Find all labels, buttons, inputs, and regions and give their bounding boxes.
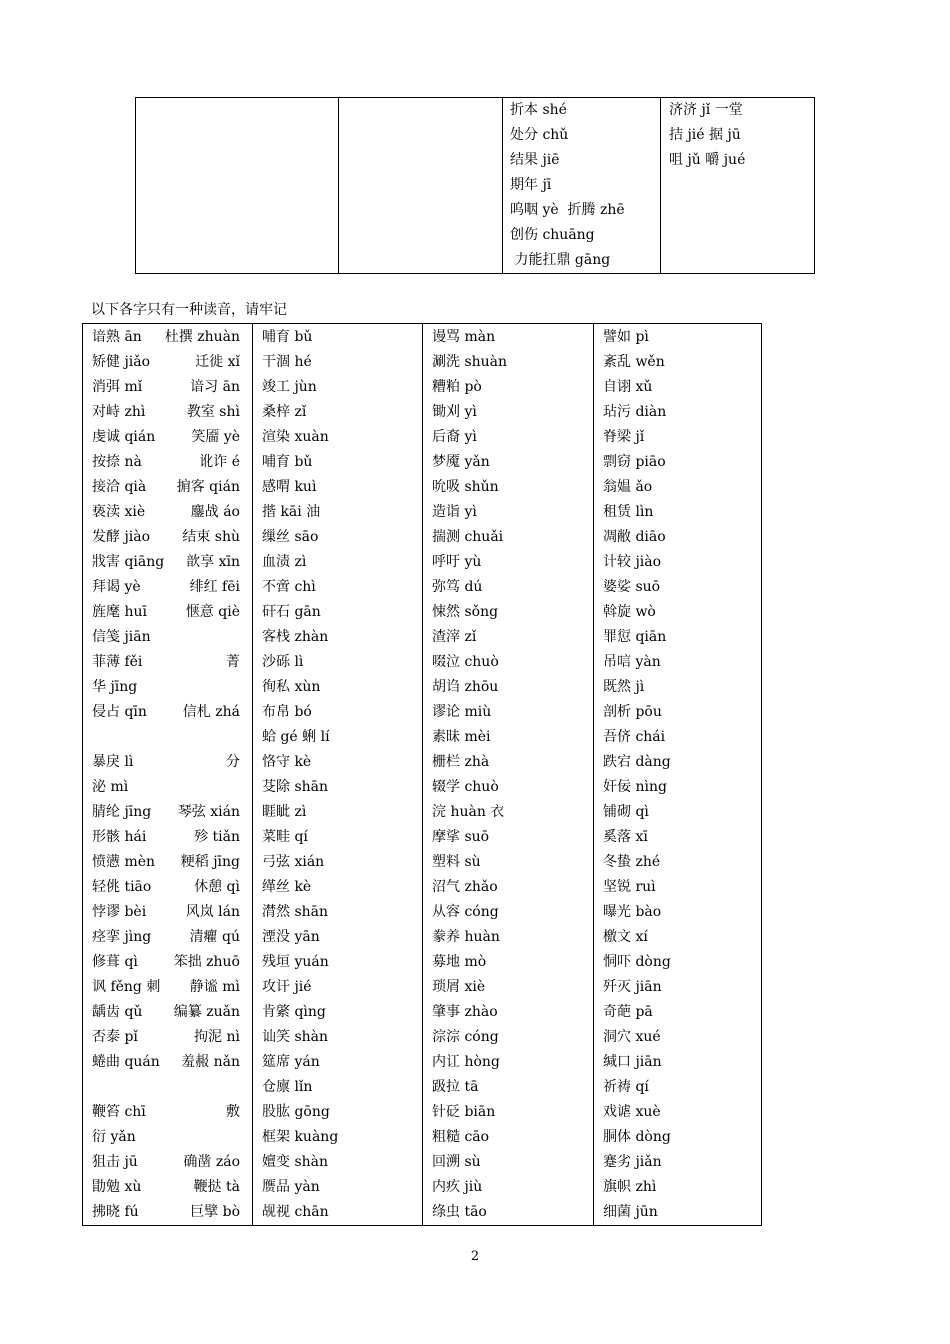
word-entry: 翁媪 ǎo xyxy=(603,479,653,495)
word-entry: 确凿 záo xyxy=(183,1154,240,1170)
word-entry: 形骸 hái xyxy=(92,829,147,845)
word-entry: 迁徙 xǐ xyxy=(195,354,240,370)
table-row xyxy=(83,825,252,850)
word-entry: 蜷曲 quán xyxy=(92,1054,160,1070)
word-entry: 梦魇 yǎn xyxy=(432,454,490,470)
word-entry: 按捺 nà xyxy=(92,454,142,470)
list-item: 期年 jī xyxy=(510,177,552,193)
word-entry: 譬如 pì xyxy=(603,329,649,345)
table-row xyxy=(83,1175,252,1200)
word-entry: 修葺 qì xyxy=(92,954,138,970)
word-entry: 自诩 xǔ xyxy=(603,379,653,395)
word-entry: 从容 cóng xyxy=(432,904,499,920)
word-entry: 造诣 yì xyxy=(432,504,477,520)
word-entry: 琴弦 xián xyxy=(177,804,240,820)
word-entry: 糟粕 pò xyxy=(432,379,482,395)
word-entry: 戏谑 xuè xyxy=(603,1104,661,1120)
word-entry: 狙击 jū xyxy=(92,1154,138,1170)
list-item: 处分 chǔ xyxy=(510,127,569,143)
table-row xyxy=(83,925,252,950)
word-entry: 弓弦 xián xyxy=(262,854,325,870)
table-row xyxy=(83,850,252,875)
table-row xyxy=(83,400,252,425)
word-entry: 缄口 jiān xyxy=(603,1054,662,1070)
word-entry: 笨拙 zhuō xyxy=(173,954,240,970)
word-entry: 消弭 mǐ xyxy=(92,379,143,395)
word-entry: 攻讦 jié xyxy=(262,979,312,995)
word-entry: 菜畦 qí xyxy=(262,829,308,845)
word-entry: 缫丝 sāo xyxy=(262,529,319,545)
word-entry: 教室 shì xyxy=(186,404,240,420)
word-entry: 谙熟 ān xyxy=(92,329,142,345)
word-entry: 悚然 sǒng xyxy=(432,604,499,620)
word-entry: 框架 kuàng xyxy=(262,1129,339,1145)
word-entry: 揩 kāi 油 xyxy=(262,504,321,520)
word-entry: 凋敝 diāo xyxy=(603,529,666,545)
table-row xyxy=(83,1200,252,1225)
word-entry: 吊唁 yàn xyxy=(603,654,661,670)
word-entry: 哺育 bǔ xyxy=(262,454,313,470)
word-entry: 歆享 xīn xyxy=(186,554,240,570)
word-entry: 募地 mò xyxy=(432,954,487,970)
word-entry: 锄刈 yì xyxy=(432,404,477,420)
table-row xyxy=(83,1025,252,1050)
word-entry: 拘泥 nì xyxy=(194,1029,240,1045)
table-column-1 xyxy=(83,324,253,1226)
word-entry: 讹诈 é xyxy=(199,454,240,470)
list-item: 咀 jǔ 嚼 jué xyxy=(669,152,746,168)
list-item: 折本 shé xyxy=(510,102,567,118)
word-entry: 亵渎 xiè xyxy=(92,504,146,520)
word-entry: 恪守 kè xyxy=(262,754,312,770)
word-entry: 掮客 qián xyxy=(176,479,240,495)
word-entry: 接洽 qià xyxy=(92,479,147,495)
word-entry: 粳稻 jīng xyxy=(180,854,240,870)
word-entry: 肇事 zhào xyxy=(432,1004,498,1020)
word-entry: 赝品 yàn xyxy=(262,1179,320,1195)
word-entry: 发酵 jiào xyxy=(92,529,151,545)
word-entry: 否泰 pǐ xyxy=(92,1029,138,1045)
word-entry: 回溯 sù xyxy=(432,1154,481,1170)
word-entry: 淙淙 cóng xyxy=(432,1029,499,1045)
table-column-2 xyxy=(253,324,423,1226)
word-entry: 衍 yǎn xyxy=(92,1129,136,1145)
table-row xyxy=(83,525,252,550)
word-entry: 吮吸 shǔn xyxy=(432,479,499,495)
word-entry: 拜谒 yè xyxy=(92,579,141,595)
word-entry: 清癯 qú xyxy=(189,929,240,945)
word-entry: 殄 tiǎn xyxy=(194,829,240,845)
word-entry: 蹇劣 jiǎn xyxy=(603,1154,662,1170)
word-entry: 股肱 gōng xyxy=(262,1104,330,1120)
table-row xyxy=(83,375,252,400)
word-entry: 豢养 huàn xyxy=(432,929,500,945)
word-entry: 敷 xyxy=(226,1104,240,1120)
word-entry: 嬗变 shàn xyxy=(262,1154,329,1170)
word-entry: 桑梓 zǐ xyxy=(262,404,307,420)
word-entry: 感喟 kuì xyxy=(262,479,317,495)
word-entry: 不啻 chì xyxy=(262,579,316,595)
page-number: 2 xyxy=(470,1249,480,1264)
word-entry: 残垣 yuán xyxy=(262,954,329,970)
word-entry: 洞穴 xué xyxy=(603,1029,661,1045)
table-row xyxy=(83,1125,252,1150)
table-row xyxy=(83,650,252,675)
word-entry: 琐屑 xiè xyxy=(432,979,486,995)
word-entry: 玷污 diàn xyxy=(603,404,667,420)
table-row xyxy=(83,475,252,500)
word-entry: 矸石 gān xyxy=(262,604,321,620)
word-entry: 菁 xyxy=(226,654,240,670)
word-entry: 粗糙 cāo xyxy=(432,1129,490,1145)
word-entry: 血渍 zì xyxy=(262,554,307,570)
table-row xyxy=(83,750,252,775)
table-row xyxy=(83,575,252,600)
word-entry: 徇私 xùn xyxy=(262,679,321,695)
word-entry: 恫吓 dòng xyxy=(603,954,671,970)
table-column-4 xyxy=(594,324,762,1226)
list-item: 呜咽 yè 折腾 zhē xyxy=(510,202,625,218)
word-entry: 巨擘 bò xyxy=(190,1204,240,1220)
table-column-3 xyxy=(423,324,594,1226)
word-entry: 谬论 miù xyxy=(432,704,492,720)
table-row xyxy=(83,600,252,625)
table-row xyxy=(83,675,252,700)
table-row xyxy=(83,700,252,725)
word-entry: 龋齿 qǔ xyxy=(92,1004,143,1020)
word-entry: 肯綮 qìng xyxy=(262,1004,326,1020)
word-entry: 辍学 chuò xyxy=(432,779,499,795)
word-entry: 仓廪 lǐn xyxy=(262,1079,313,1095)
word-entry: 讽 fěng 刺 xyxy=(92,979,161,995)
word-entry: 潸然 shān xyxy=(262,904,329,920)
word-entry: 既然 jì xyxy=(603,679,645,695)
word-entry: 痉挛 jìng xyxy=(92,929,152,945)
word-entry: 罪愆 qiān xyxy=(603,629,667,645)
word-entry: 吾侪 chái xyxy=(603,729,666,745)
word-entry: 旗帜 zhì xyxy=(603,1179,657,1195)
table-row xyxy=(83,975,252,1000)
word-entry: 旌麾 huī xyxy=(92,604,147,620)
table-row xyxy=(83,725,252,750)
word-entry: 静谧 mì xyxy=(189,979,240,995)
word-entry: 计较 jiào xyxy=(603,554,662,570)
word-entry: 编纂 zuǎn xyxy=(173,1004,240,1020)
top-table-cell-3 xyxy=(503,98,661,274)
word-entry: 鏖战 áo xyxy=(190,504,240,520)
word-entry: 谩骂 màn xyxy=(432,329,496,345)
table-row xyxy=(83,950,252,975)
word-entry: 曝光 bào xyxy=(603,904,662,920)
word-entry: 弥笃 dú xyxy=(432,579,483,595)
table-row xyxy=(83,450,252,475)
word-entry: 揣测 chuǎi xyxy=(432,529,504,545)
word-entry: 冬蛰 zhé xyxy=(603,854,661,870)
word-entry: 筵席 yán xyxy=(262,1054,320,1070)
word-entry: 分 xyxy=(226,754,240,770)
table-row xyxy=(83,500,252,525)
table-row xyxy=(83,350,252,375)
top-table xyxy=(135,97,815,274)
word-entry: 干涸 hé xyxy=(262,354,312,370)
word-entry: 祈祷 qí xyxy=(603,1079,649,1095)
word-entry: 细菌 jūn xyxy=(603,1204,658,1220)
word-entry: 休憩 qì xyxy=(194,879,240,895)
word-entry: 觇视 chān xyxy=(262,1204,329,1220)
table-row xyxy=(83,775,252,800)
word-entry: 奇葩 pā xyxy=(603,1004,653,1020)
list-item: 结果 jiē xyxy=(510,152,560,168)
word-entry: 虔诚 qián xyxy=(92,429,156,445)
table-row xyxy=(83,325,252,350)
word-entry: 紊乱 wěn xyxy=(603,354,665,370)
word-entry: 腈纶 jīng xyxy=(92,804,152,820)
word-entry: 素昧 mèi xyxy=(432,729,491,745)
table-row xyxy=(83,625,252,650)
word-entry: 跌宕 dàng xyxy=(603,754,671,770)
word-entry: 哺育 bǔ xyxy=(262,329,313,345)
word-entry: 竣工 jùn xyxy=(262,379,317,395)
table-row xyxy=(83,800,252,825)
top-table-empty-cell-2 xyxy=(339,98,503,274)
word-entry: 沼气 zhǎo xyxy=(432,879,498,895)
word-entry: 婆娑 suō xyxy=(603,579,661,595)
word-entry: 愤懑 mèn xyxy=(92,854,156,870)
word-entry: 剖析 pōu xyxy=(603,704,662,720)
word-entry: 笑靥 yè xyxy=(191,429,240,445)
word-entry: 奚落 xī xyxy=(603,829,648,845)
word-entry: 戕害 qiāng xyxy=(92,554,165,570)
word-entry: 谙习 ān xyxy=(190,379,240,395)
word-entry: 租赁 lìn xyxy=(603,504,654,520)
word-entry: 芟除 shān xyxy=(262,779,329,795)
word-entry: 呼吁 yù xyxy=(432,554,482,570)
word-entry: 剽窃 piāo xyxy=(603,454,666,470)
word-entry: 讪笑 shàn xyxy=(262,1029,329,1045)
word-entry: 沙砾 lì xyxy=(262,654,304,670)
word-entry: 泌 mì xyxy=(92,779,129,795)
word-entry: 对峙 zhì xyxy=(92,404,146,420)
word-entry: 歼灭 jiān xyxy=(603,979,662,995)
word-entry: 栅栏 zhà xyxy=(432,754,490,770)
word-entry: 杜撰 zhuàn xyxy=(164,329,240,345)
word-entry: 胡诌 zhōu xyxy=(432,679,499,695)
word-entry: 结束 shù xyxy=(182,529,240,545)
word-entry: 奸佞 nìng xyxy=(603,779,667,795)
word-entry: 檄文 xí xyxy=(603,929,648,945)
word-entry: 暴戾 lì xyxy=(92,754,134,770)
word-entry: 趿拉 tā xyxy=(432,1079,479,1095)
word-entry: 针砭 biān xyxy=(432,1104,496,1120)
section-caption: 以下各字只有一种读音，请牢记 xyxy=(91,302,287,318)
list-item: 力能扛鼎 gāng xyxy=(510,252,611,268)
word-entry: 勖勉 xù xyxy=(92,1179,142,1195)
list-item: 创伤 chuāng xyxy=(510,227,595,243)
word-entry: 信笺 jiān xyxy=(92,629,151,645)
table-row xyxy=(83,1000,252,1025)
word-entry: 蛤 gé 蜊 lí xyxy=(262,729,330,745)
word-entry: 摩挲 suō xyxy=(432,829,490,845)
word-entry: 侵占 qīn xyxy=(92,704,147,720)
table-row xyxy=(83,1050,252,1075)
word-entry: 内疚 jiù xyxy=(432,1179,483,1195)
word-entry: 内讧 hòng xyxy=(432,1054,500,1070)
word-entry: 湮没 yān xyxy=(262,929,320,945)
word-entry: 拂晓 fú xyxy=(92,1204,139,1220)
word-entry: 鞭挞 tà xyxy=(193,1179,240,1195)
word-entry: 啜泣 chuò xyxy=(432,654,499,670)
top-table-cell-4 xyxy=(661,98,815,274)
word-entry: 睚眦 zì xyxy=(262,804,307,820)
table-row xyxy=(83,425,252,450)
table-row xyxy=(83,900,252,925)
word-entry: 鞭笞 chī xyxy=(92,1104,146,1120)
word-entry: 渣滓 zǐ xyxy=(432,629,477,645)
pronunciation-table xyxy=(82,323,762,1226)
word-entry: 羞赧 nǎn xyxy=(181,1054,240,1070)
word-entry: 菲薄 fěi xyxy=(92,654,143,670)
table-row xyxy=(83,550,252,575)
word-entry: 渲染 xuàn xyxy=(262,429,329,445)
word-entry: 坚锐 ruì xyxy=(603,879,656,895)
word-entry: 胴体 dòng xyxy=(603,1129,671,1145)
word-entry: 轻佻 tiāo xyxy=(92,879,152,895)
table-row xyxy=(83,1100,252,1125)
table-row xyxy=(83,875,252,900)
word-entry: 缂丝 kè xyxy=(262,879,312,895)
word-entry: 信札 zhá xyxy=(182,704,240,720)
word-entry: 布帛 bó xyxy=(262,704,312,720)
table-row xyxy=(83,1075,252,1100)
word-entry: 脊梁 jǐ xyxy=(603,429,645,445)
word-entry: 绯红 fēi xyxy=(189,579,240,595)
word-entry: 涮洗 shuàn xyxy=(432,354,508,370)
word-entry: 塑料 sù xyxy=(432,854,481,870)
word-entry: 惬意 qiè xyxy=(185,604,240,620)
word-entry: 风岚 lán xyxy=(185,904,240,920)
word-entry: 客栈 zhàn xyxy=(262,629,329,645)
word-entry: 绦虫 tāo xyxy=(432,1204,487,1220)
list-item: 济济 jǐ 一堂 xyxy=(669,102,743,118)
word-entry: 矫健 jiǎo xyxy=(92,354,151,370)
word-entry: 华 jīng xyxy=(92,679,138,695)
word-entry: 浣 huàn 衣 xyxy=(432,804,505,820)
top-table-empty-cell-1 xyxy=(136,98,339,274)
table-row xyxy=(83,1150,252,1175)
word-entry: 铺砌 qì xyxy=(603,804,649,820)
word-entry: 后裔 yì xyxy=(432,429,477,445)
word-entry: 斡旋 wò xyxy=(603,604,656,620)
word-entry: 悖谬 bèi xyxy=(92,904,147,920)
list-item: 拮 jié 据 jū xyxy=(669,127,741,143)
